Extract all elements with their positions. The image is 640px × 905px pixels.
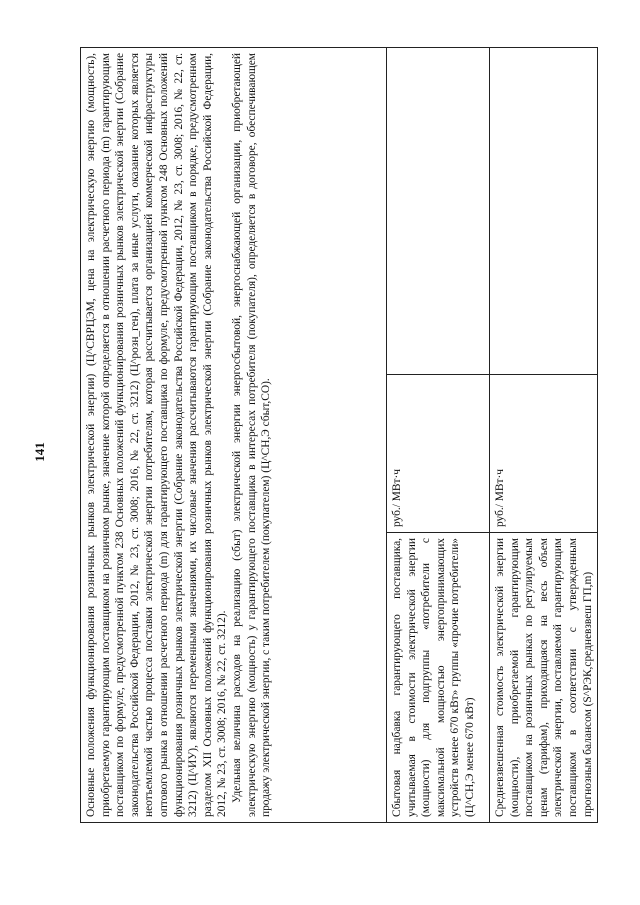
table-row-main [81,47,387,822]
rotated-table-wrapper [80,48,594,823]
row-2-description: Средневзвешенная стоимость электрической энергии (мощности), приобретаемой гарантирующим поставщиком на розничных рынках по регулируемым ценам (тарифам), приходящаяся на весь объем электрической энергии, поставляемой гарантирующим поставщиком в соответствии с утвержденным прогнозным балансом (S^РЭК,средневзвеш ГП,m) [490,533,598,823]
tariff-table [80,47,598,823]
main-text-cell [81,47,387,822]
table-row [490,47,598,822]
row-2-value [490,47,598,374]
page-number: 141 [32,442,47,462]
row-2-unit: руб./ МВт·ч [490,375,598,533]
row-1-value [387,47,490,374]
row-1-unit: руб./ МВт·ч [387,375,490,533]
main-paragraph-2 [230,53,274,817]
main-paragraph-2-text: Удельная величина расходов на реализацию (сбыт) электрической энергии энергосбытовой, энергоснабжающей организации, приобретающей электрическую энергию (мощность) у гарантирующего поставщика в интересах потребителя (покупателя), определяется в договоре, обеспечивающем продажу электрической энергии, с таким потребителем (покупателем) (Ц^СН,Э сбыт,СО). [230,52,273,817]
main-paragraph-1-text: Основные положения функционирования розничных рынков электрической энергии) (Ц^СВРЦЭМ, цена на электрическую энергию (мощность), приобретаемую гарантирующим поставщиком на розничном рынке, значение которой определяется в отношении расчетного периода (m) гарантирующим поставщиком по формуле, предусмотренной пунктом 238 Основных положений функционирования розничных рынков электрической энергии (Собрание законодательства Российской Федерации, 2012, № 23, ст. 3008; 2016, № 22, ст. 3212) (Ц^розн_ген), плата за иные услуги, оказание которых является неотъемлемой частью процесса поставки электрической энергии потребителям, которая рассчитывается организацией коммерческой инфраструктуры оптового рынка в отношении расчетного периода (m) для гарантирующего поставщика по формуле, предусмотренной пунктом 248 Основных положений функционирования розничных рынков электрической энергии (Собрание законодательства Российской Федерации, 2012, № 23, ст. 3008; 2016, № 22, ст. 3212) (Ц^ИУ), являются переменными значениями, их числовые значения рассчитываются гарантирующим поставщиком в порядке, предусмотренном разделом XII Основных положений функционирования розничных рынков электрической энергии (Собрание законодательства Российской Федерации, 2012, № 23, ст. 3008; 2016, № 22, ст. 3212). [85,52,229,817]
main-paragraph-1 [84,53,230,817]
table-row [387,47,490,822]
row-1-description: Сбытовая надбавка гарантирующего поставщика, учитываемая в стоимости электрической энергии (мощности) для подгруппы «потребители с максимальной мощностью энергопринимающих устройств менее 670 кВт» группы «прочие потребители» (Ц^СН,Э менее 670 кВт) [387,533,490,823]
